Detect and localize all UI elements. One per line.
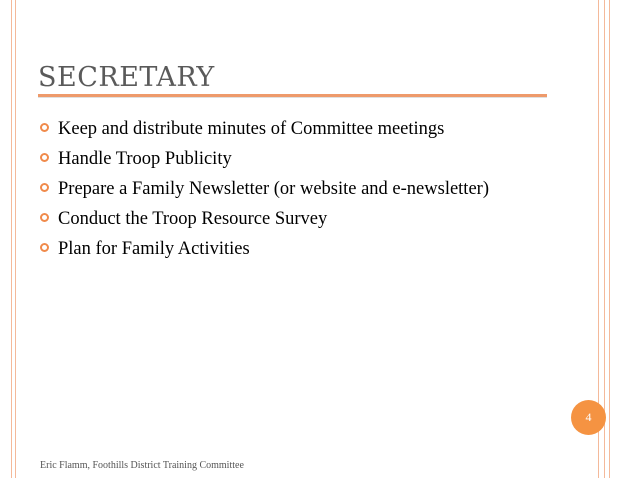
hollow-circle-icon	[40, 243, 49, 252]
bullet-text: Prepare a Family Newsletter (or website and e-newsletter)	[58, 179, 489, 199]
page-number-badge: 4	[571, 400, 606, 435]
bullet-text: Handle Troop Publicity	[58, 149, 232, 169]
hollow-circle-icon	[40, 123, 49, 132]
hollow-circle-icon	[40, 213, 49, 222]
bullet-item	[40, 116, 560, 143]
decorative-line-left-inner	[15, 0, 16, 478]
hollow-circle-icon	[40, 153, 49, 162]
bullet-list	[40, 116, 560, 266]
decorative-line-right-2	[604, 0, 605, 478]
bullet-text: Conduct the Troop Resource Survey	[58, 209, 328, 229]
bullet-item	[40, 176, 560, 203]
bullet-item	[40, 146, 560, 173]
decorative-line-left-outer	[11, 0, 12, 478]
bullet-item	[40, 236, 560, 263]
decorative-line-right-3	[609, 0, 610, 478]
bullet-item	[40, 206, 560, 233]
bullet-text: Plan for Family Activities	[58, 239, 250, 259]
hollow-circle-icon	[40, 183, 49, 192]
footer-text: Eric Flamm, Foothills District Training Committee	[40, 460, 244, 471]
slide-title: SECRETARY	[38, 62, 215, 93]
bullet-text: Keep and distribute minutes of Committee meetings	[58, 119, 445, 139]
title-underline-shadow	[38, 97, 547, 98]
